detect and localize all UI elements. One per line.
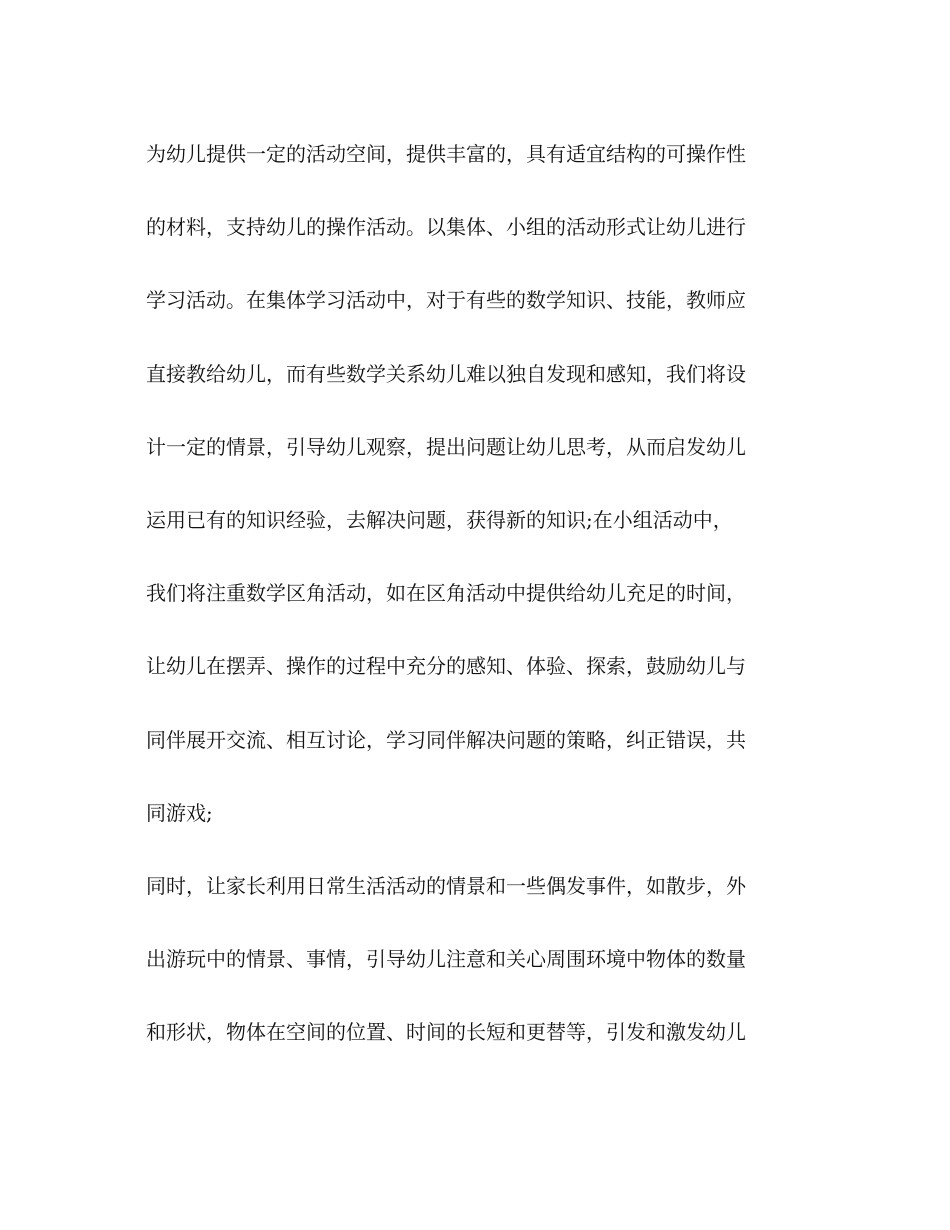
text-line: 让幼儿在摆弄、操作的过程中充分的感知、体验、探索，鼓励幼儿与 [146, 654, 746, 679]
text-line: 运用已有的知识经验，去解决问题，获得新的知识;在小组活动中， [146, 507, 733, 532]
text-line: 和形状，物体在空间的位置、时间的长短和更替等，引发和激发幼儿 [146, 1020, 746, 1045]
text-line: 计一定的情景，引导幼儿观察，提出问题让幼儿思考，从而启发幼儿 [146, 434, 746, 459]
text-line: 直接教给幼儿，而有些数学关系幼儿难以独自发现和感知，我们将设 [146, 361, 746, 386]
text-line: 同时，让家长利用日常生活活动的情景和一些偶发事件，如散步，外 [146, 873, 746, 898]
body-text [146, 136, 806, 1087]
text-line: 同伴展开交流、相互讨论，学习同伴解决问题的策略，纠正错误，共 [146, 727, 746, 752]
text-line: 同游戏; [146, 800, 213, 825]
text-line: 的材料，支持幼儿的操作活动。以集体、小组的活动形式让幼儿进行 [146, 215, 746, 240]
text-line: 出游玩中的情景、事情，引导幼儿注意和关心周围环境中物体的数量 [146, 947, 746, 972]
text-line: 我们将注重数学区角活动，如在区角活动中提供给幼儿充足的时间， [146, 581, 746, 606]
text-line: 为幼儿提供一定的活动空间，提供丰富的，具有适宜结构的可操作性 [146, 142, 746, 166]
text-line: 学习活动。在集体学习活动中，对于有些的数学知识、技能，教师应 [146, 288, 746, 313]
